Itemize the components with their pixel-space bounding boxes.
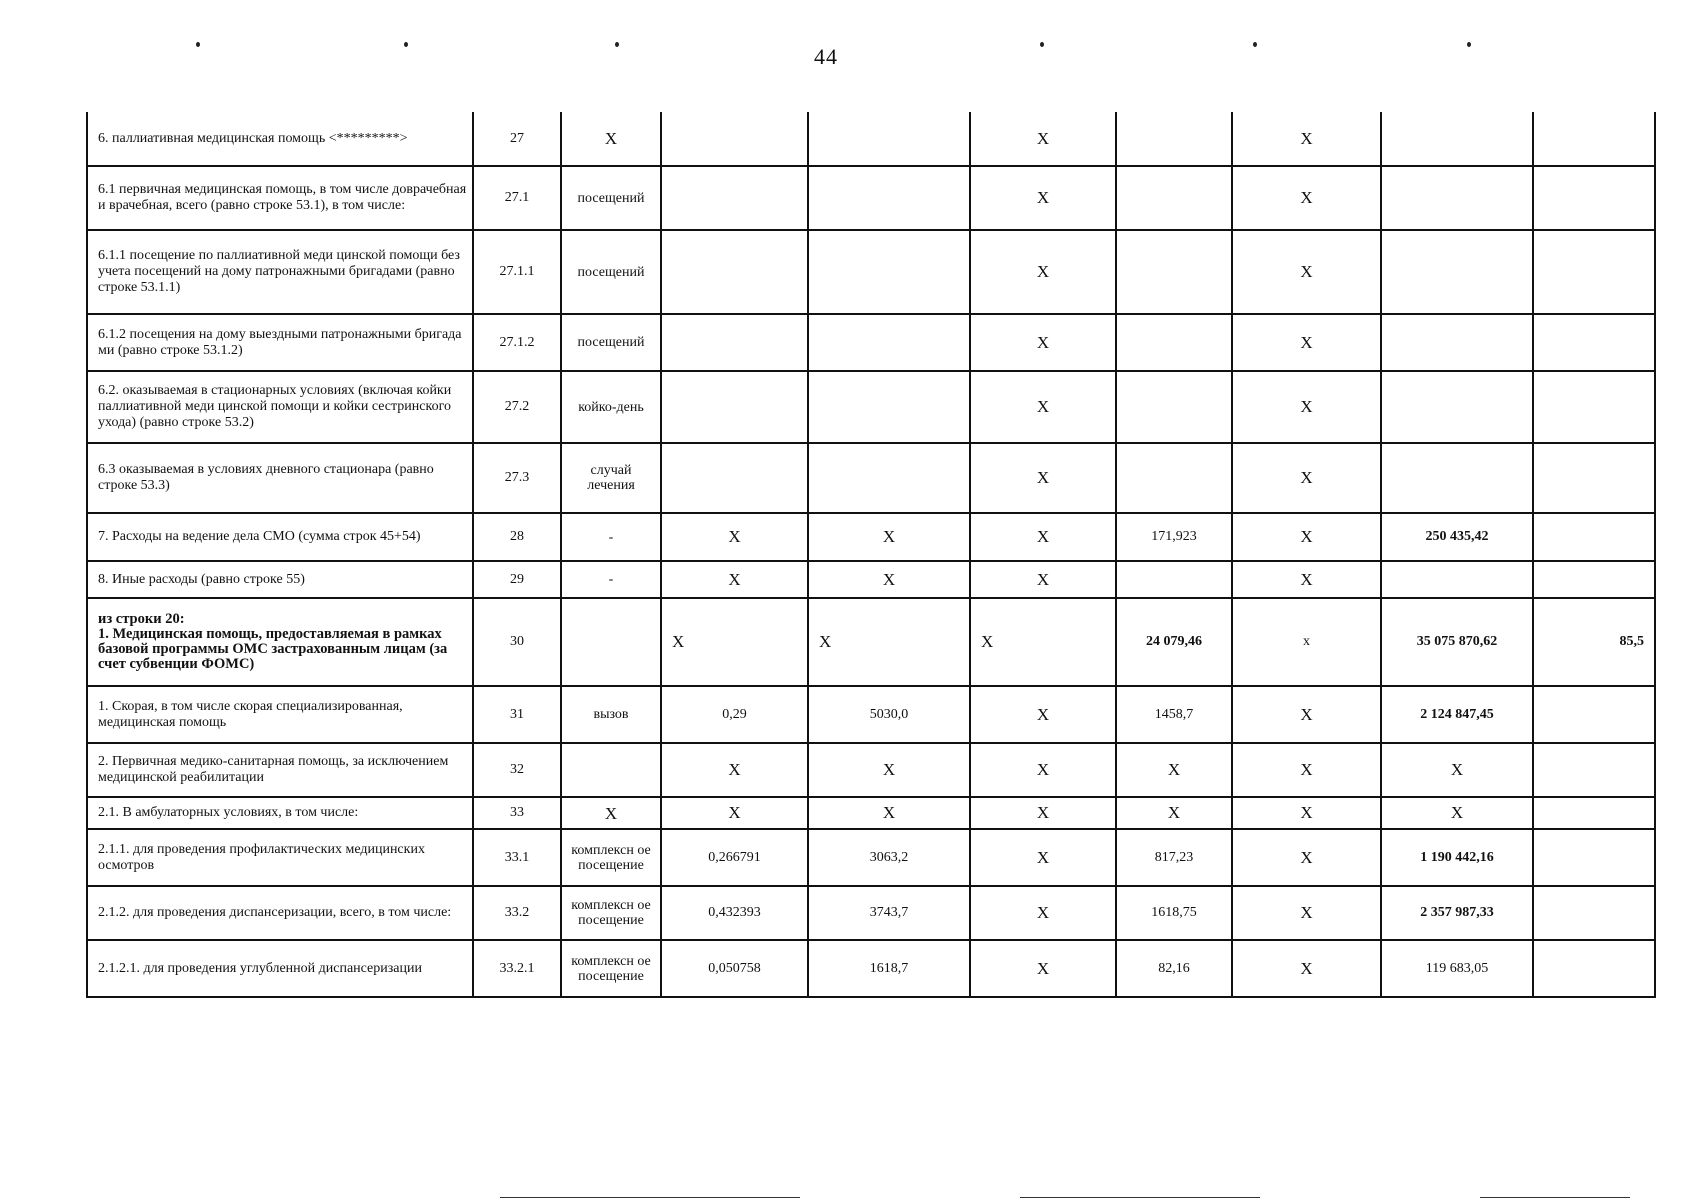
cell-col5	[808, 443, 970, 513]
cell-col4	[661, 230, 808, 314]
row-unit: -	[561, 561, 661, 598]
table-row	[87, 940, 1655, 997]
row-unit: вызов	[561, 686, 661, 743]
cell-col5: 5030,0	[808, 686, 970, 743]
table-row	[87, 166, 1655, 230]
row-code: 33.2.1	[473, 940, 561, 997]
cell-col9: X	[1381, 743, 1533, 797]
row-name: 2.1.2. для проведения диспансеризации, всего, в том числе:	[87, 886, 473, 940]
table-row	[87, 443, 1655, 513]
cell-col7	[1116, 443, 1232, 513]
cell-col6: X	[970, 686, 1116, 743]
cell-col8: X	[1232, 797, 1381, 829]
row-unit: -	[561, 513, 661, 561]
cell-col8: X	[1232, 166, 1381, 230]
row-name: 2. Первичная медико-санитарная помощь, за исключением медицинской реабилитации	[87, 743, 473, 797]
cell-col6: X	[970, 743, 1116, 797]
financial-table	[86, 112, 1656, 998]
cell-col10	[1533, 166, 1655, 230]
cell-col6: X	[970, 371, 1116, 443]
table-row	[87, 886, 1655, 940]
cell-col9	[1381, 443, 1533, 513]
cell-col7: 82,16	[1116, 940, 1232, 997]
row-name: 2.1.2.1. для проведения углубленной диспансеризации	[87, 940, 473, 997]
footer-line	[1020, 1197, 1260, 1198]
cell-col4: X	[661, 598, 808, 686]
cell-col7: 24 079,46	[1116, 598, 1232, 686]
cell-col4: 0,050758	[661, 940, 808, 997]
cell-col7: X	[1116, 797, 1232, 829]
cell-col8: X	[1232, 743, 1381, 797]
cell-col8: X	[1232, 940, 1381, 997]
cell-col7	[1116, 371, 1232, 443]
cell-col7: X	[1116, 743, 1232, 797]
row-name: 7. Расходы на ведение дела СМО (сумма строк 45+54)	[87, 513, 473, 561]
cell-col6: X	[970, 230, 1116, 314]
cell-col10	[1533, 443, 1655, 513]
cell-col7	[1116, 112, 1232, 166]
row-name: 6. паллиативная медицинская помощь <*********>	[87, 112, 473, 166]
cell-col5: 1618,7	[808, 940, 970, 997]
row-name: 6.1.2 посещения на дому выездными патронажными бригада ми (равно строке 53.1.2)	[87, 314, 473, 371]
row-name: 6.1 первичная медицинская помощь, в том числе доврачебная и врачебная, всего (равно строке 53.1), в том числе:	[87, 166, 473, 230]
scan-dot	[404, 42, 408, 47]
cell-col7: 1618,75	[1116, 886, 1232, 940]
footer-line	[1480, 1197, 1630, 1198]
row-unit: посещений	[561, 314, 661, 371]
row-code: 27.1.2	[473, 314, 561, 371]
cell-col6: X	[970, 513, 1116, 561]
cell-col5	[808, 230, 970, 314]
cell-col8: X	[1232, 112, 1381, 166]
table-row	[87, 686, 1655, 743]
row-code: 28	[473, 513, 561, 561]
cell-col8: X	[1232, 886, 1381, 940]
cell-col9: 250 435,42	[1381, 513, 1533, 561]
table-row	[87, 743, 1655, 797]
row-code: 27.3	[473, 443, 561, 513]
cell-col6: X	[970, 940, 1116, 997]
cell-col10	[1533, 886, 1655, 940]
cell-col5: X	[808, 598, 970, 686]
scan-marks	[0, 42, 1692, 54]
row-unit: койко-день	[561, 371, 661, 443]
row-name: 6.3 оказываемая в условиях дневного стационара (равно строке 53.3)	[87, 443, 473, 513]
table-row	[87, 513, 1655, 561]
cell-col4: X	[661, 561, 808, 598]
row-code: 30	[473, 598, 561, 686]
cell-col7	[1116, 314, 1232, 371]
cell-col8: X	[1232, 371, 1381, 443]
cell-col5: 3063,2	[808, 829, 970, 886]
scan-dot	[1253, 42, 1257, 47]
cell-col5	[808, 314, 970, 371]
cell-col10	[1533, 743, 1655, 797]
row-name: 8. Иные расходы (равно строке 55)	[87, 561, 473, 598]
cell-col8: X	[1232, 686, 1381, 743]
cell-col7	[1116, 561, 1232, 598]
cell-col7: 1458,7	[1116, 686, 1232, 743]
cell-col4: X	[661, 513, 808, 561]
cell-col6: X	[970, 112, 1116, 166]
cell-col5: X	[808, 513, 970, 561]
cell-col9: X	[1381, 797, 1533, 829]
row-code: 27.1.1	[473, 230, 561, 314]
scan-dot	[615, 42, 619, 47]
cell-col4: X	[661, 743, 808, 797]
cell-col9	[1381, 112, 1533, 166]
cell-col6: X	[970, 166, 1116, 230]
cell-col7	[1116, 230, 1232, 314]
row-name: 2.1. В амбулаторных условиях, в том числе:	[87, 797, 473, 829]
cell-col8: X	[1232, 513, 1381, 561]
table-row	[87, 371, 1655, 443]
cell-col10	[1533, 112, 1655, 166]
row-code: 33	[473, 797, 561, 829]
cell-col10	[1533, 797, 1655, 829]
cell-col8: X	[1232, 561, 1381, 598]
row-code: 33.2	[473, 886, 561, 940]
cell-col5: X	[808, 561, 970, 598]
cell-col6: X	[970, 561, 1116, 598]
cell-col9: 2 124 847,45	[1381, 686, 1533, 743]
row-name: 1. Скорая, в том числе скорая специализированная, медицинская помощь	[87, 686, 473, 743]
row-name: 6.1.1 посещение по паллиативной меди цинской помощи без учета посещений на дому патронажными бригадами (равно строке 53.1.1)	[87, 230, 473, 314]
cell-col7: 171,923	[1116, 513, 1232, 561]
row-code: 32	[473, 743, 561, 797]
cell-col6: X	[970, 598, 1116, 686]
cell-col5: X	[808, 743, 970, 797]
row-name: 6.2. оказываемая в стационарных условиях (включая койки паллиативной меди цинской помощи и койки сестринского ухода) (равно строке 53.2)	[87, 371, 473, 443]
table-row	[87, 797, 1655, 829]
scan-dot	[1467, 42, 1471, 47]
cell-col10	[1533, 371, 1655, 443]
cell-col6: X	[970, 829, 1116, 886]
row-code: 27	[473, 112, 561, 166]
footer-lines	[0, 1196, 1692, 1200]
row-unit: случай лечения	[561, 443, 661, 513]
cell-col8: x	[1232, 598, 1381, 686]
cell-col9	[1381, 314, 1533, 371]
cell-col10	[1533, 829, 1655, 886]
cell-col7	[1116, 166, 1232, 230]
table-row	[87, 561, 1655, 598]
table-row	[87, 598, 1655, 686]
cell-col6: X	[970, 886, 1116, 940]
table-row	[87, 112, 1655, 166]
cell-col9: 35 075 870,62	[1381, 598, 1533, 686]
cell-col4: 0,29	[661, 686, 808, 743]
cell-col5: X	[808, 797, 970, 829]
row-unit: посещений	[561, 230, 661, 314]
row-name: из строки 20: 1. Медицинская помощь, предоставляемая в рамках базовой программы ОМС застрахованным лицам (за счет субвенции ФОМС)	[87, 598, 473, 686]
row-unit: комплексн ое посещение	[561, 829, 661, 886]
cell-col6: X	[970, 797, 1116, 829]
cell-col8: X	[1232, 314, 1381, 371]
cell-col4: 0,432393	[661, 886, 808, 940]
cell-col9	[1381, 561, 1533, 598]
row-name: 2.1.1. для проведения профилактических медицинских осмотров	[87, 829, 473, 886]
cell-col8: X	[1232, 443, 1381, 513]
row-code: 33.1	[473, 829, 561, 886]
cell-col9: 2 357 987,33	[1381, 886, 1533, 940]
cell-col4	[661, 443, 808, 513]
row-unit	[561, 598, 661, 686]
cell-col9	[1381, 371, 1533, 443]
cell-col7: 817,23	[1116, 829, 1232, 886]
row-code: 31	[473, 686, 561, 743]
cell-col8: X	[1232, 230, 1381, 314]
cell-col10	[1533, 513, 1655, 561]
cell-col8: X	[1232, 829, 1381, 886]
table-row	[87, 314, 1655, 371]
scan-dot	[196, 42, 200, 47]
cell-col9: 119 683,05	[1381, 940, 1533, 997]
cell-col10: 85,5	[1533, 598, 1655, 686]
cell-col4: 0,266791	[661, 829, 808, 886]
cell-col10	[1533, 686, 1655, 743]
cell-col4	[661, 166, 808, 230]
cell-col9	[1381, 230, 1533, 314]
scan-dot	[1040, 42, 1044, 47]
cell-col10	[1533, 940, 1655, 997]
cell-col10	[1533, 314, 1655, 371]
row-unit: X	[561, 797, 661, 829]
cell-col6: X	[970, 443, 1116, 513]
row-unit: X	[561, 112, 661, 166]
cell-col4	[661, 371, 808, 443]
cell-col10	[1533, 230, 1655, 314]
row-code: 29	[473, 561, 561, 598]
row-code: 27.1	[473, 166, 561, 230]
cell-col4	[661, 314, 808, 371]
footer-line	[500, 1197, 800, 1198]
row-unit: комплексн ое посещение	[561, 940, 661, 997]
row-unit	[561, 743, 661, 797]
cell-col4	[661, 112, 808, 166]
row-code: 27.2	[473, 371, 561, 443]
cell-col5	[808, 112, 970, 166]
table-row	[87, 829, 1655, 886]
cell-col4: X	[661, 797, 808, 829]
cell-col6: X	[970, 314, 1116, 371]
cell-col5	[808, 166, 970, 230]
page-number: 44	[814, 44, 838, 69]
cell-col9	[1381, 166, 1533, 230]
cell-col9: 1 190 442,16	[1381, 829, 1533, 886]
row-unit: комплексн ое посещение	[561, 886, 661, 940]
table-row	[87, 230, 1655, 314]
cell-col5: 3743,7	[808, 886, 970, 940]
row-unit: посещений	[561, 166, 661, 230]
cell-col10	[1533, 561, 1655, 598]
cell-col5	[808, 371, 970, 443]
